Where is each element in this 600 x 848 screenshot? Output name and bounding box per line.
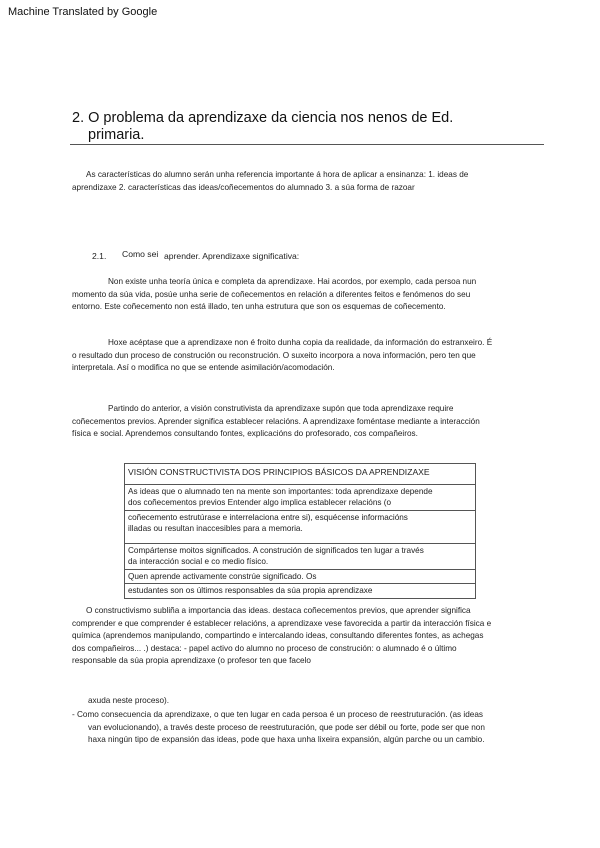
section-number: 2.1. bbox=[92, 251, 107, 261]
text-line: o resultado dun proceso de construción ou reconstrución. O suxeito incorpora a nova información, pero ten que bbox=[72, 350, 476, 360]
text-line: As características do alumno serán unha referencia importante á hora de aplicar a ensinanza: 1. ideas de bbox=[86, 170, 469, 179]
cell-line: da interacción social e co medio físico. bbox=[128, 557, 269, 566]
cell-line: Compártense moitos significados. A construción de significados ten lugar a través bbox=[128, 545, 424, 555]
cell-line: illadas ou resultan inaccesibles para a memoria. bbox=[128, 524, 303, 533]
table-row bbox=[125, 569, 476, 584]
bullet-paragraph bbox=[72, 709, 552, 747]
constructivist-principles-table bbox=[124, 463, 476, 599]
table-cell bbox=[125, 543, 476, 569]
machine-translation-banner: Machine Translated by Google bbox=[8, 6, 158, 18]
text-line: van evolucionando), a través deste proceso de reestruturación, que pode ser débil ou forte, pode ser que non bbox=[88, 722, 485, 732]
paragraph-1 bbox=[72, 276, 552, 314]
text-line: dos compañeiros... .) destaca: - papel activo do alumno no proceso de construción: o alumnado é o último bbox=[72, 643, 457, 653]
page-title-line-2: primaria. bbox=[88, 127, 145, 143]
table-row bbox=[125, 543, 476, 569]
text-line: interpretala. Así o modifica no que se entende asimilación/acomodación. bbox=[72, 363, 335, 372]
table-cell bbox=[125, 569, 476, 584]
text-line: Non existe unha teoría única e completa da aprendizaxe. Hai acordos, por exemplo, cada persoa nun bbox=[108, 277, 477, 286]
page-title bbox=[72, 110, 472, 144]
text-line: - Como consecuencia da aprendizaxe, o que ten lugar en cada persoa é un proceso de reestruturación. (as ideas bbox=[72, 710, 483, 719]
text-line: momento da súa vida, posúe unha serie de coñecementos en relación a diferentes feitos e fenómenos do seu bbox=[72, 289, 471, 299]
table-cell bbox=[125, 484, 476, 510]
intro-paragraph bbox=[72, 169, 552, 194]
text-line: Hoxe acéptase que a aprendizaxe non é froito dunha copia da realidade, da información do estranxeiro. É bbox=[108, 338, 493, 347]
table-row bbox=[125, 584, 476, 599]
table-cell bbox=[125, 584, 476, 599]
table-header-row bbox=[125, 464, 476, 485]
text-line: física e social. Aprendemos consultando fontes, explicacións do profesorado, cos compañeiros. bbox=[72, 429, 418, 438]
cell-line: coñecemento estrutúrase e interrelaciona entre si), esquécense informacións bbox=[128, 512, 408, 522]
paragraph-2 bbox=[72, 337, 552, 375]
paragraph-4 bbox=[72, 605, 552, 668]
paragraph-3 bbox=[72, 403, 552, 441]
cell-line: estudantes son os últimos responsables da súa propia aprendizaxe bbox=[128, 586, 373, 595]
page-title-line-1: 2. O problema da aprendizaxe da ciencia nos nenos de Ed. bbox=[72, 110, 454, 126]
section-title-part-2: aprender. Aprendizaxe significativa: bbox=[164, 251, 300, 261]
table-header-cell: VISIÓN CONSTRUCTIVISTA DOS PRINCIPIOS BÁSICOS DA APRENDIZAXE bbox=[125, 464, 476, 485]
text-line: O constructivismo subliña a importancia das ideas. destaca coñecementos previos, que aprender significa bbox=[86, 606, 471, 615]
section-title-part-1: Como sei bbox=[122, 249, 159, 259]
cell-line: dos coñecementos previos Entender algo implica establecer relacións (o bbox=[128, 498, 392, 507]
text-line: haxa ningún tipo de expansión das ideas, pode que haxa unha lixeira expansión, algún parche ou un cambio. bbox=[88, 735, 485, 744]
cell-line: As ideas que o alumnado ten na mente son importantes: toda aprendizaxe depende bbox=[128, 486, 433, 496]
text-line: aprendizaxe 2. características das ideas/coñecementos do alumnado 3. a súa forma de razoar bbox=[72, 182, 415, 192]
table-cell bbox=[125, 510, 476, 543]
table-row bbox=[125, 510, 476, 543]
table-row bbox=[125, 484, 476, 510]
text-line: responsable da súa propia aprendizaxe (o profesor ten que facelo bbox=[72, 656, 311, 665]
text-line: Partindo do anterior, a visión construtivista da aprendizaxe supón que toda aprendizaxe require bbox=[108, 404, 454, 413]
text-line: entorno. Este coñecemento non está illado, ten unha estrutura que son os esquemas de coñecemento. bbox=[72, 302, 446, 311]
text-line: coñecementos previos. Aprender significa establecer relacións. A aprendizaxe foméntase mediante a interacción bbox=[72, 416, 480, 426]
title-underline bbox=[70, 144, 544, 145]
paragraph-5: axuda neste proceso). bbox=[88, 696, 170, 705]
cell-line: Quen aprende activamente constrúe significado. Os bbox=[128, 571, 317, 581]
text-line: comprender e que comprender é establecer relacións, a aprendizaxe vese favorecida a partir da interacción física e bbox=[72, 618, 492, 628]
text-line: química (aprendemos manipulando, compartindo e intercalando ideas, consultando diferentes fontes, as achegas bbox=[72, 631, 484, 640]
